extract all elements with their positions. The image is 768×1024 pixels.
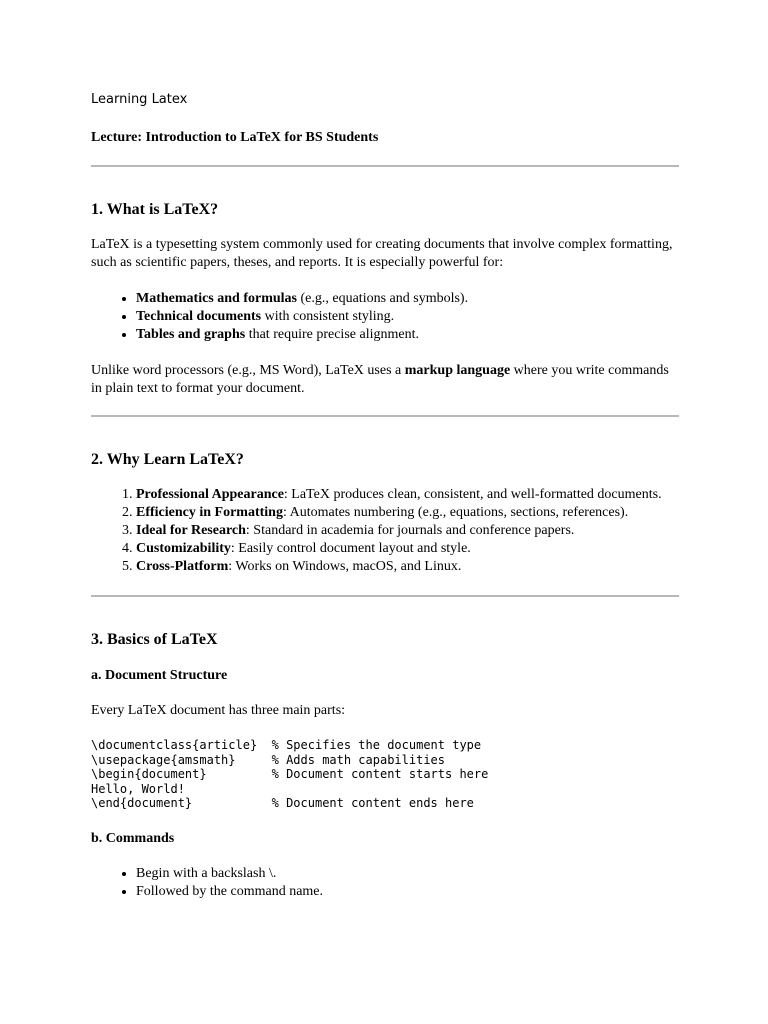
list-item bbox=[136, 558, 679, 576]
document-title: Learning Latex bbox=[91, 92, 188, 107]
list-item-bold: Cross-Platform bbox=[136, 559, 229, 574]
list-item-text: with consistent styling. bbox=[261, 309, 395, 324]
list-item bbox=[136, 540, 679, 558]
list-item-text: : Standard in academia for journals and conference papers. bbox=[245, 523, 575, 538]
list-item bbox=[136, 504, 679, 522]
list-item-text: : LaTeX produces clean, consistent, and well-formatted documents. bbox=[283, 487, 662, 502]
section-2-list bbox=[91, 486, 679, 576]
list-item: • Begin with a backslash \. bbox=[136, 865, 679, 883]
section-2-heading: 2. Why Learn LaTeX? bbox=[91, 451, 244, 468]
section-1-outro bbox=[91, 362, 679, 398]
list-item-bold: Tables and graphs bbox=[136, 327, 246, 342]
subsection-b-list bbox=[91, 865, 679, 901]
section-3-heading: 3. Basics of LaTeX bbox=[91, 631, 218, 648]
outro-text: where you write commands in plain text to format your document. bbox=[91, 363, 669, 396]
list-item-bold: Technical documents bbox=[136, 309, 262, 324]
section-divider bbox=[91, 165, 679, 167]
list-item bbox=[136, 290, 679, 308]
lecture-title: Lecture: Introduction to LaTeX for BS Students bbox=[91, 130, 379, 145]
list-item-text: : Easily control document layout and style. bbox=[230, 541, 471, 556]
list-item-bold: Professional Appearance bbox=[136, 487, 284, 502]
list-item-bold: Efficiency in Formatting bbox=[136, 505, 283, 520]
outro-text: Unlike word processors (e.g., MS Word), LaTeX uses a bbox=[91, 363, 405, 378]
list-item-bold: Mathematics and formulas bbox=[136, 291, 297, 306]
list-item-text: (e.g., equations and symbols). bbox=[297, 291, 469, 306]
section-1-list bbox=[91, 290, 679, 344]
section-divider bbox=[91, 595, 679, 597]
subsection-b-heading: b. Commands bbox=[91, 830, 175, 846]
list-item: • Followed by the command name. bbox=[136, 883, 679, 901]
list-item bbox=[136, 522, 679, 540]
subsection-a-heading: a. Document Structure bbox=[91, 668, 228, 683]
list-item-text: : Automates numbering (e.g., equations, sections, references). bbox=[282, 505, 629, 520]
subsection-a-intro: Every LaTeX document has three main parts: bbox=[91, 703, 346, 718]
code-block: \documentclass{article} % Specifies the document type \usepackage{amsmath} % Adds math capabilities \begin{document} % Document content starts here Hello, World! \end{document} % Document content ends here bbox=[91, 738, 489, 811]
section-divider bbox=[91, 415, 679, 417]
section-1-heading: 1. What is LaTeX? bbox=[91, 201, 219, 218]
list-item-bold: Ideal for Research bbox=[136, 523, 246, 538]
list-item-text: that require precise alignment. bbox=[245, 327, 419, 342]
section-1-intro: LaTeX is a typesetting system commonly used for creating documents that involve complex formatting, such as scientific papers, theses, and reports. It is especially powerful for: bbox=[91, 237, 673, 270]
outro-bold: markup language bbox=[404, 363, 511, 378]
list-item bbox=[136, 308, 679, 326]
list-item bbox=[136, 486, 679, 504]
list-item-text: : Works on Windows, macOS, and Linux. bbox=[228, 559, 462, 574]
list-item-bold: Customizability bbox=[136, 541, 231, 556]
list-item bbox=[136, 326, 679, 344]
document-content bbox=[91, 91, 679, 901]
